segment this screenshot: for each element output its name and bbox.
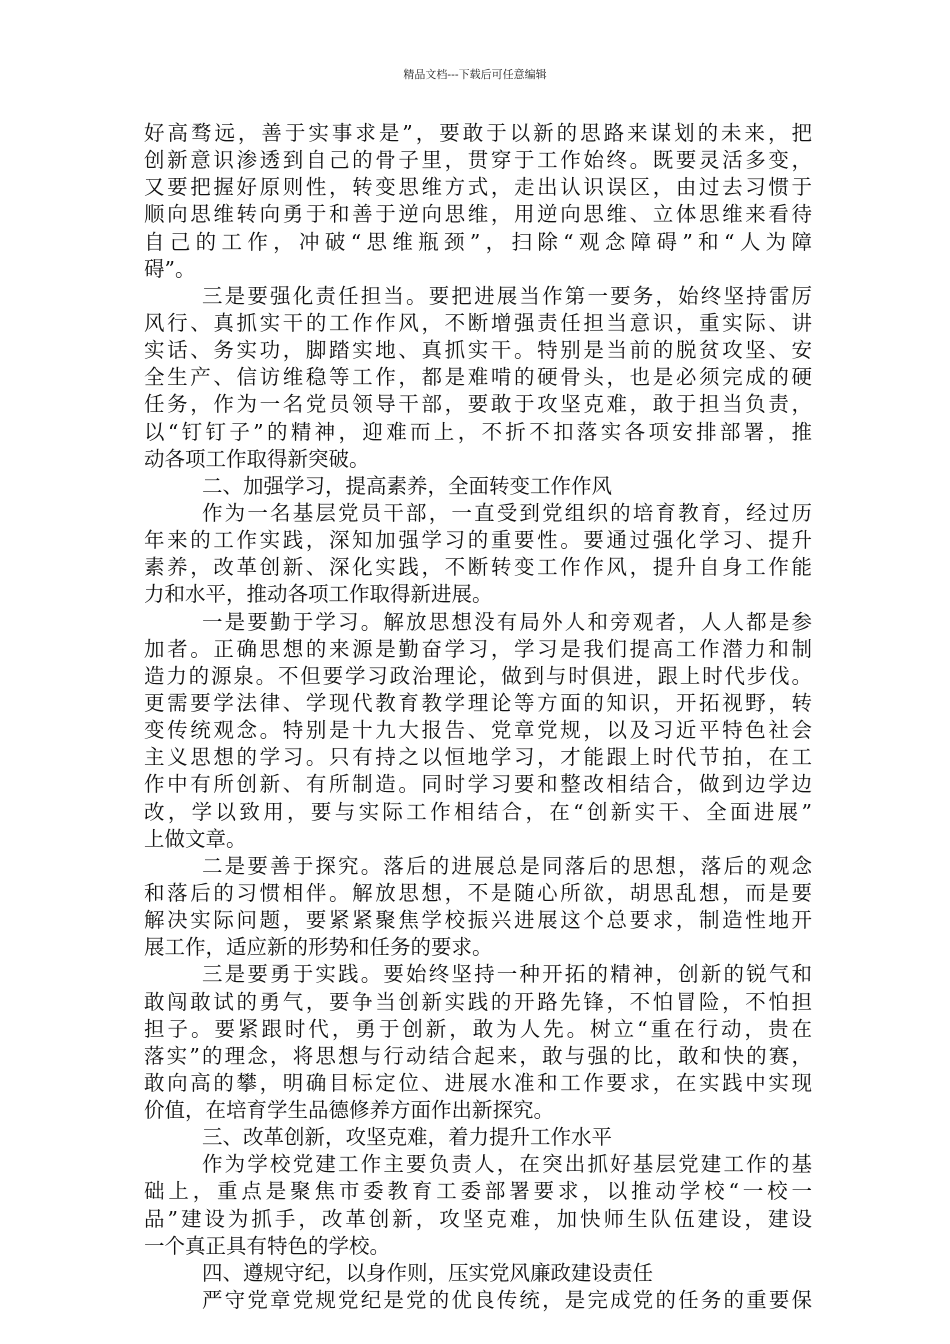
- text-line: 担子。要紧跟时代，勇于创新，敢为人先。树立“重在行动，贵在: [144, 1016, 812, 1041]
- text-line: 上做文章。: [144, 826, 247, 851]
- text-line: 动各项工作取得新突破。: [144, 446, 370, 471]
- text-line: 顺向思维转向勇于和善于逆向思维，用逆向思维、立体思维来看待: [144, 202, 812, 227]
- text-line: 三是要勇于实践。要始终坚持一种开拓的精神，创新的锐气和: [202, 962, 812, 987]
- text-line: 二是要善于探究。落后的进展总是同落后的思想，落后的观念: [202, 853, 812, 878]
- text-line: 创新意识渗透到自己的骨子里，贯穿于工作始终。既要灵活多变，: [144, 148, 812, 173]
- text-line: 风行、真抓实干的工作作风，不断增强责任担当意识，重实际、讲: [144, 310, 812, 335]
- text-line: 落实”的理念，将思想与行动结合起来，敢与强的比，敢和快的赛，: [144, 1043, 812, 1068]
- text-line: 础上，重点是聚焦市委教育工委部署要求，以推动学校“一校一: [144, 1179, 812, 1204]
- text-line: 三、改革创新，攻坚克难，着力提升工作水平: [202, 1125, 612, 1150]
- text-line: 敢闯敢试的勇气，要争当创新实践的开路先锋，不怕冒险，不怕担: [144, 989, 812, 1014]
- text-line: 展工作，适应新的形势和任务的要求。: [144, 935, 493, 960]
- page-header: 精品文档---下载后可任意编辑: [403, 68, 547, 81]
- text-line: 品”建设为抓手，改革创新，攻坚克难，加快师生队伍建设，建设: [144, 1206, 812, 1231]
- text-line: 作为一名基层党员干部，一直受到党组织的培育教育，经过历: [202, 500, 812, 525]
- text-line: 更需要学法律、学现代教育教学理论等方面的知识，开拓视野，转: [144, 690, 812, 715]
- text-line: 造力的源泉。不但要学习政治理论，做到与时俱进，跟上时代步伐。: [144, 663, 812, 688]
- text-line: 又要把握好原则性，转变思维方式，走出认识误区，由过去习惯于: [144, 175, 812, 200]
- text-line: 实话、务实功，脚踏实地、真抓实干。特别是当前的脱贫攻坚、安: [144, 338, 812, 363]
- text-line: 三是要强化责任担当。要把进展当作第一要务，始终坚持雷厉: [202, 283, 812, 308]
- text-line: 作中有所创新、有所制造。同时学习要和整改相结合，做到边学边: [144, 772, 812, 797]
- text-line: 碍”。: [144, 256, 196, 281]
- text-line: 解决实际问题，要紧紧聚焦学校振兴进展这个总要求，制造性地开: [144, 908, 812, 933]
- text-line: 和落后的习惯相伴。解放思想，不是随心所欲，胡思乱想，而是要: [144, 880, 812, 905]
- text-line: 自己的工作，冲破“思维瓶颈”，扫除“观念障碍”和“人为障: [144, 229, 812, 254]
- text-line: 严守党章党规党纪是党的优良传统，是完成党的任务的重要保: [202, 1288, 812, 1313]
- text-line: 年来的工作实践，深知加强学习的重要性。要通过强化学习、提升: [144, 528, 812, 553]
- text-line: 改，学以致用，要与实际工作相结合，在“创新实干、全面进展”: [144, 799, 812, 824]
- text-line: 全生产、信访维稳等工作，都是难啃的硬骨头，也是必须完成的硬: [144, 365, 812, 390]
- text-line: 好高骛远，善于实事求是”，要敢于以新的思路来谋划的未来，把: [144, 121, 812, 145]
- text-line: 变传统观念。特别是十九大报告、党章党规，以及习近平特色社会: [144, 718, 812, 743]
- text-line: 一是要勤于学习。解放思想没有局外人和旁观者，人人都是参: [202, 609, 812, 634]
- text-line: 任务，作为一名党员领导干部，要敢于攻坚克难，敢于担当负责，: [144, 392, 812, 417]
- text-line: 价值，在培育学生品德修养方面作出新探究。: [144, 1098, 554, 1123]
- text-line: 敢向高的攀，明确目标定位、进展水准和工作要求，在实践中实现: [144, 1070, 812, 1095]
- text-line: 力和水平，推动各项工作取得新进展。: [144, 582, 493, 607]
- text-line: 二、加强学习，提高素养，全面转变工作作风: [202, 473, 612, 498]
- text-line: 一个真正具有特色的学校。: [144, 1233, 390, 1258]
- text-line: 四、遵规守纪，以身作则，压实党风廉政建设责任: [202, 1260, 653, 1285]
- text-line: 素养，改革创新、深化实践，不断转变工作作风，提升自身工作能: [144, 555, 812, 580]
- text-line: 加者。正确思想的来源是勤奋学习，学习是我们提高工作潜力和制: [144, 636, 812, 661]
- document-body: [144, 120, 812, 1314]
- text-line: 主义思想的学习。只有持之以恒地学习，才能跟上时代节拍，在工: [144, 745, 812, 770]
- text-line: 作为学校党建工作主要负责人，在突出抓好基层党建工作的基: [202, 1152, 812, 1177]
- text-line: 以“钉钉子”的精神，迎难而上，不折不扣落实各项安排部署，推: [144, 419, 812, 444]
